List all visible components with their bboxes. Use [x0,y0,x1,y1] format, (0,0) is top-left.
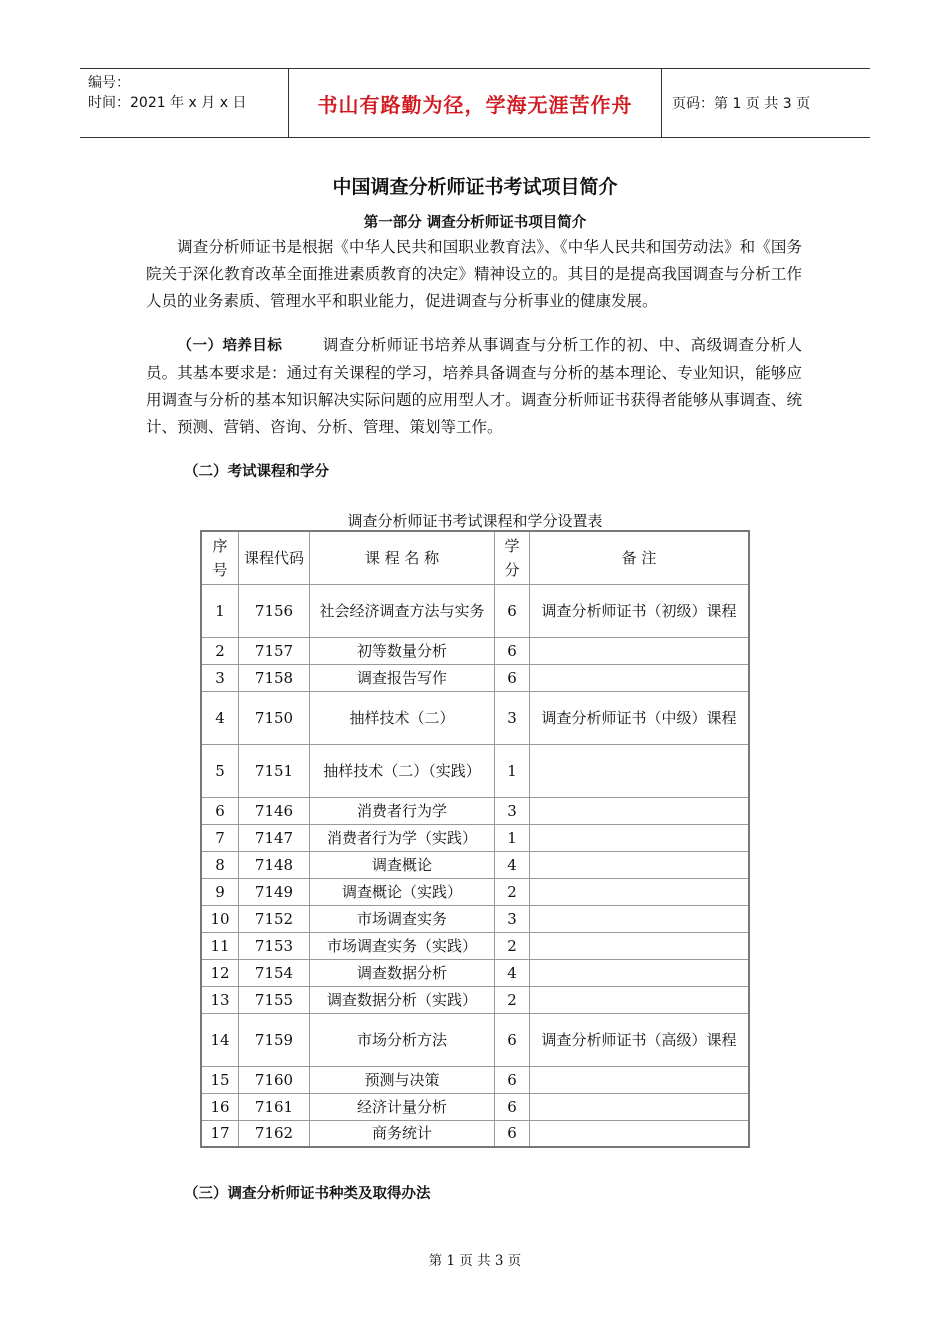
cell-code: 7152 [239,905,310,932]
cell-name: 预测与决策 [310,1066,495,1093]
cell-name: 消费者行为学（实践） [310,824,495,851]
cell-code: 7149 [239,878,310,905]
cell-name: 市场调查实务 [310,905,495,932]
cell-name: 调查概论（实践） [310,878,495,905]
cell-note [530,1093,750,1120]
cell-no: 10 [201,905,239,932]
cell-code: 7161 [239,1093,310,1120]
table-body [201,584,749,1147]
cell-note [530,959,750,986]
table-row [201,1066,749,1093]
cell-code: 7162 [239,1120,310,1147]
header-credit: 学分 [495,531,530,584]
cell-note: 调查分析师证书（高级）课程 [530,1013,750,1066]
cell-code: 7151 [239,744,310,797]
table-row [201,797,749,824]
cell-name: 调查数据分析（实践） [310,986,495,1013]
cell-no: 1 [201,584,239,637]
section2-heading: （二）考试课程和学分 [184,464,329,480]
header-code: 课程代码 [239,531,310,584]
cell-credit: 6 [495,584,530,637]
header-page: 页码：第 1 页 共 3 页 [672,96,811,112]
cell-note [530,824,750,851]
cell-no: 5 [201,744,239,797]
table-row [201,878,749,905]
cell-no: 4 [201,691,239,744]
cell-code: 7150 [239,691,310,744]
cell-note [530,797,750,824]
table-row [201,1120,749,1147]
cell-no: 9 [201,878,239,905]
cell-no: 16 [201,1093,239,1120]
cell-credit: 1 [495,744,530,797]
part-subtitle: 第一部分 调查分析师证书项目简介 [363,215,587,231]
cell-name: 初等数量分析 [310,637,495,664]
cell-no: 12 [201,959,239,986]
header-number: 编号： [88,75,130,91]
cell-name: 市场调查实务（实践） [310,932,495,959]
cell-no: 7 [201,824,239,851]
cell-note [530,1066,750,1093]
cell-credit: 3 [495,797,530,824]
cell-code: 7157 [239,637,310,664]
cell-code: 7146 [239,797,310,824]
cell-code: 7160 [239,1066,310,1093]
header-date: 时间：2021 年 x 月 x 日 [88,95,247,111]
cell-code: 7155 [239,986,310,1013]
cell-note [530,664,750,691]
cell-note [530,878,750,905]
cell-note [530,851,750,878]
table-row [201,637,749,664]
cell-credit: 6 [495,637,530,664]
cell-credit: 2 [495,878,530,905]
cell-credit: 2 [495,986,530,1013]
section3-heading: （三）调查分析师证书种类及取得办法 [184,1186,431,1202]
table-row [201,932,749,959]
table-row [201,1013,749,1066]
cell-name: 调查报告写作 [310,664,495,691]
cell-code: 7159 [239,1013,310,1066]
cell-credit: 6 [495,1120,530,1147]
document-header [80,68,870,138]
cell-note: 调查分析师证书（中级）课程 [530,691,750,744]
cell-name: 商务统计 [310,1120,495,1147]
cell-note: 调查分析师证书（初级）课程 [530,584,750,637]
cell-credit: 1 [495,824,530,851]
cell-name: 抽样技术（二）（实践） [310,744,495,797]
table-row [201,691,749,744]
cell-name: 抽样技术（二） [310,691,495,744]
cell-no: 11 [201,932,239,959]
section1-heading: （一）培养目标 [177,338,283,354]
cell-no: 8 [201,851,239,878]
cell-code: 7158 [239,664,310,691]
cell-name: 社会经济调查方法与实务 [310,584,495,637]
cell-note [530,905,750,932]
courses-table [200,530,750,1148]
cell-name: 消费者行为学 [310,797,495,824]
table-row [201,1093,749,1120]
cell-name: 市场分析方法 [310,1013,495,1066]
cell-credit: 6 [495,1066,530,1093]
cell-no: 15 [201,1066,239,1093]
cell-no: 2 [201,637,239,664]
header-no: 序号 [201,531,239,584]
cell-code: 7156 [239,584,310,637]
cell-code: 7147 [239,824,310,851]
cell-credit: 3 [495,691,530,744]
table-row [201,851,749,878]
cell-credit: 2 [495,932,530,959]
header-name: 课 程 名 称 [310,531,495,584]
intro-paragraph [146,234,802,315]
cell-credit: 4 [495,959,530,986]
cell-no: 13 [201,986,239,1013]
cell-no: 3 [201,664,239,691]
cell-credit: 6 [495,1013,530,1066]
cell-credit: 6 [495,664,530,691]
header-motto: 书山有路勤为径，学海无涯苦作舟 [288,69,662,137]
cell-credit: 3 [495,905,530,932]
cell-note [530,744,750,797]
table-row [201,664,749,691]
intro-text: 调查分析师证书是根据《中华人民共和国职业教育法》、《中华人民共和国劳动法》和《国务院关于深化教育改革全面推进素质教育的决定》精神设立的。其目的是提高我国调查与分析工作人员的业务素质、管理水平和职业能力，促进调查与分析事业的健康发展。 [146,238,802,310]
cell-note [530,932,750,959]
section1-text: 调查分析师证书培养从事调查与分析工作的初、中、高级调查分析人员。其基本要求是：通过有关课程的学习，培养具备调查与分析的基本理论、专业知识，能够应用调查与分析的基本知识解决实际问题的应用型人才。调查分析师证书获得者能够从事调查、统计、预测、营销、咨询、分析、管理、策划等工作。 [146,336,803,436]
table-row [201,986,749,1013]
header-meta [80,69,288,137]
cell-no: 17 [201,1120,239,1147]
table-caption: 调查分析师证书考试课程和学分设置表 [347,512,603,530]
table-row [201,905,749,932]
cell-no: 14 [201,1013,239,1066]
cell-note [530,986,750,1013]
page-footer: 第 1 页 共 3 页 [428,1253,522,1269]
table-row [201,824,749,851]
document-title: 中国调查分析师证书考试项目简介 [332,176,618,198]
table-row [201,744,749,797]
cell-credit: 6 [495,1093,530,1120]
cell-code: 7148 [239,851,310,878]
cell-note [530,637,750,664]
cell-code: 7153 [239,932,310,959]
cell-no: 6 [201,797,239,824]
header-note: 备 注 [530,531,750,584]
cell-note [530,1120,750,1147]
section1-paragraph [146,332,802,441]
table-header-row [201,531,749,584]
cell-name: 调查数据分析 [310,959,495,986]
cell-code: 7154 [239,959,310,986]
cell-credit: 4 [495,851,530,878]
table-row [201,584,749,637]
cell-name: 调查概论 [310,851,495,878]
cell-name: 经济计量分析 [310,1093,495,1120]
table-row [201,959,749,986]
